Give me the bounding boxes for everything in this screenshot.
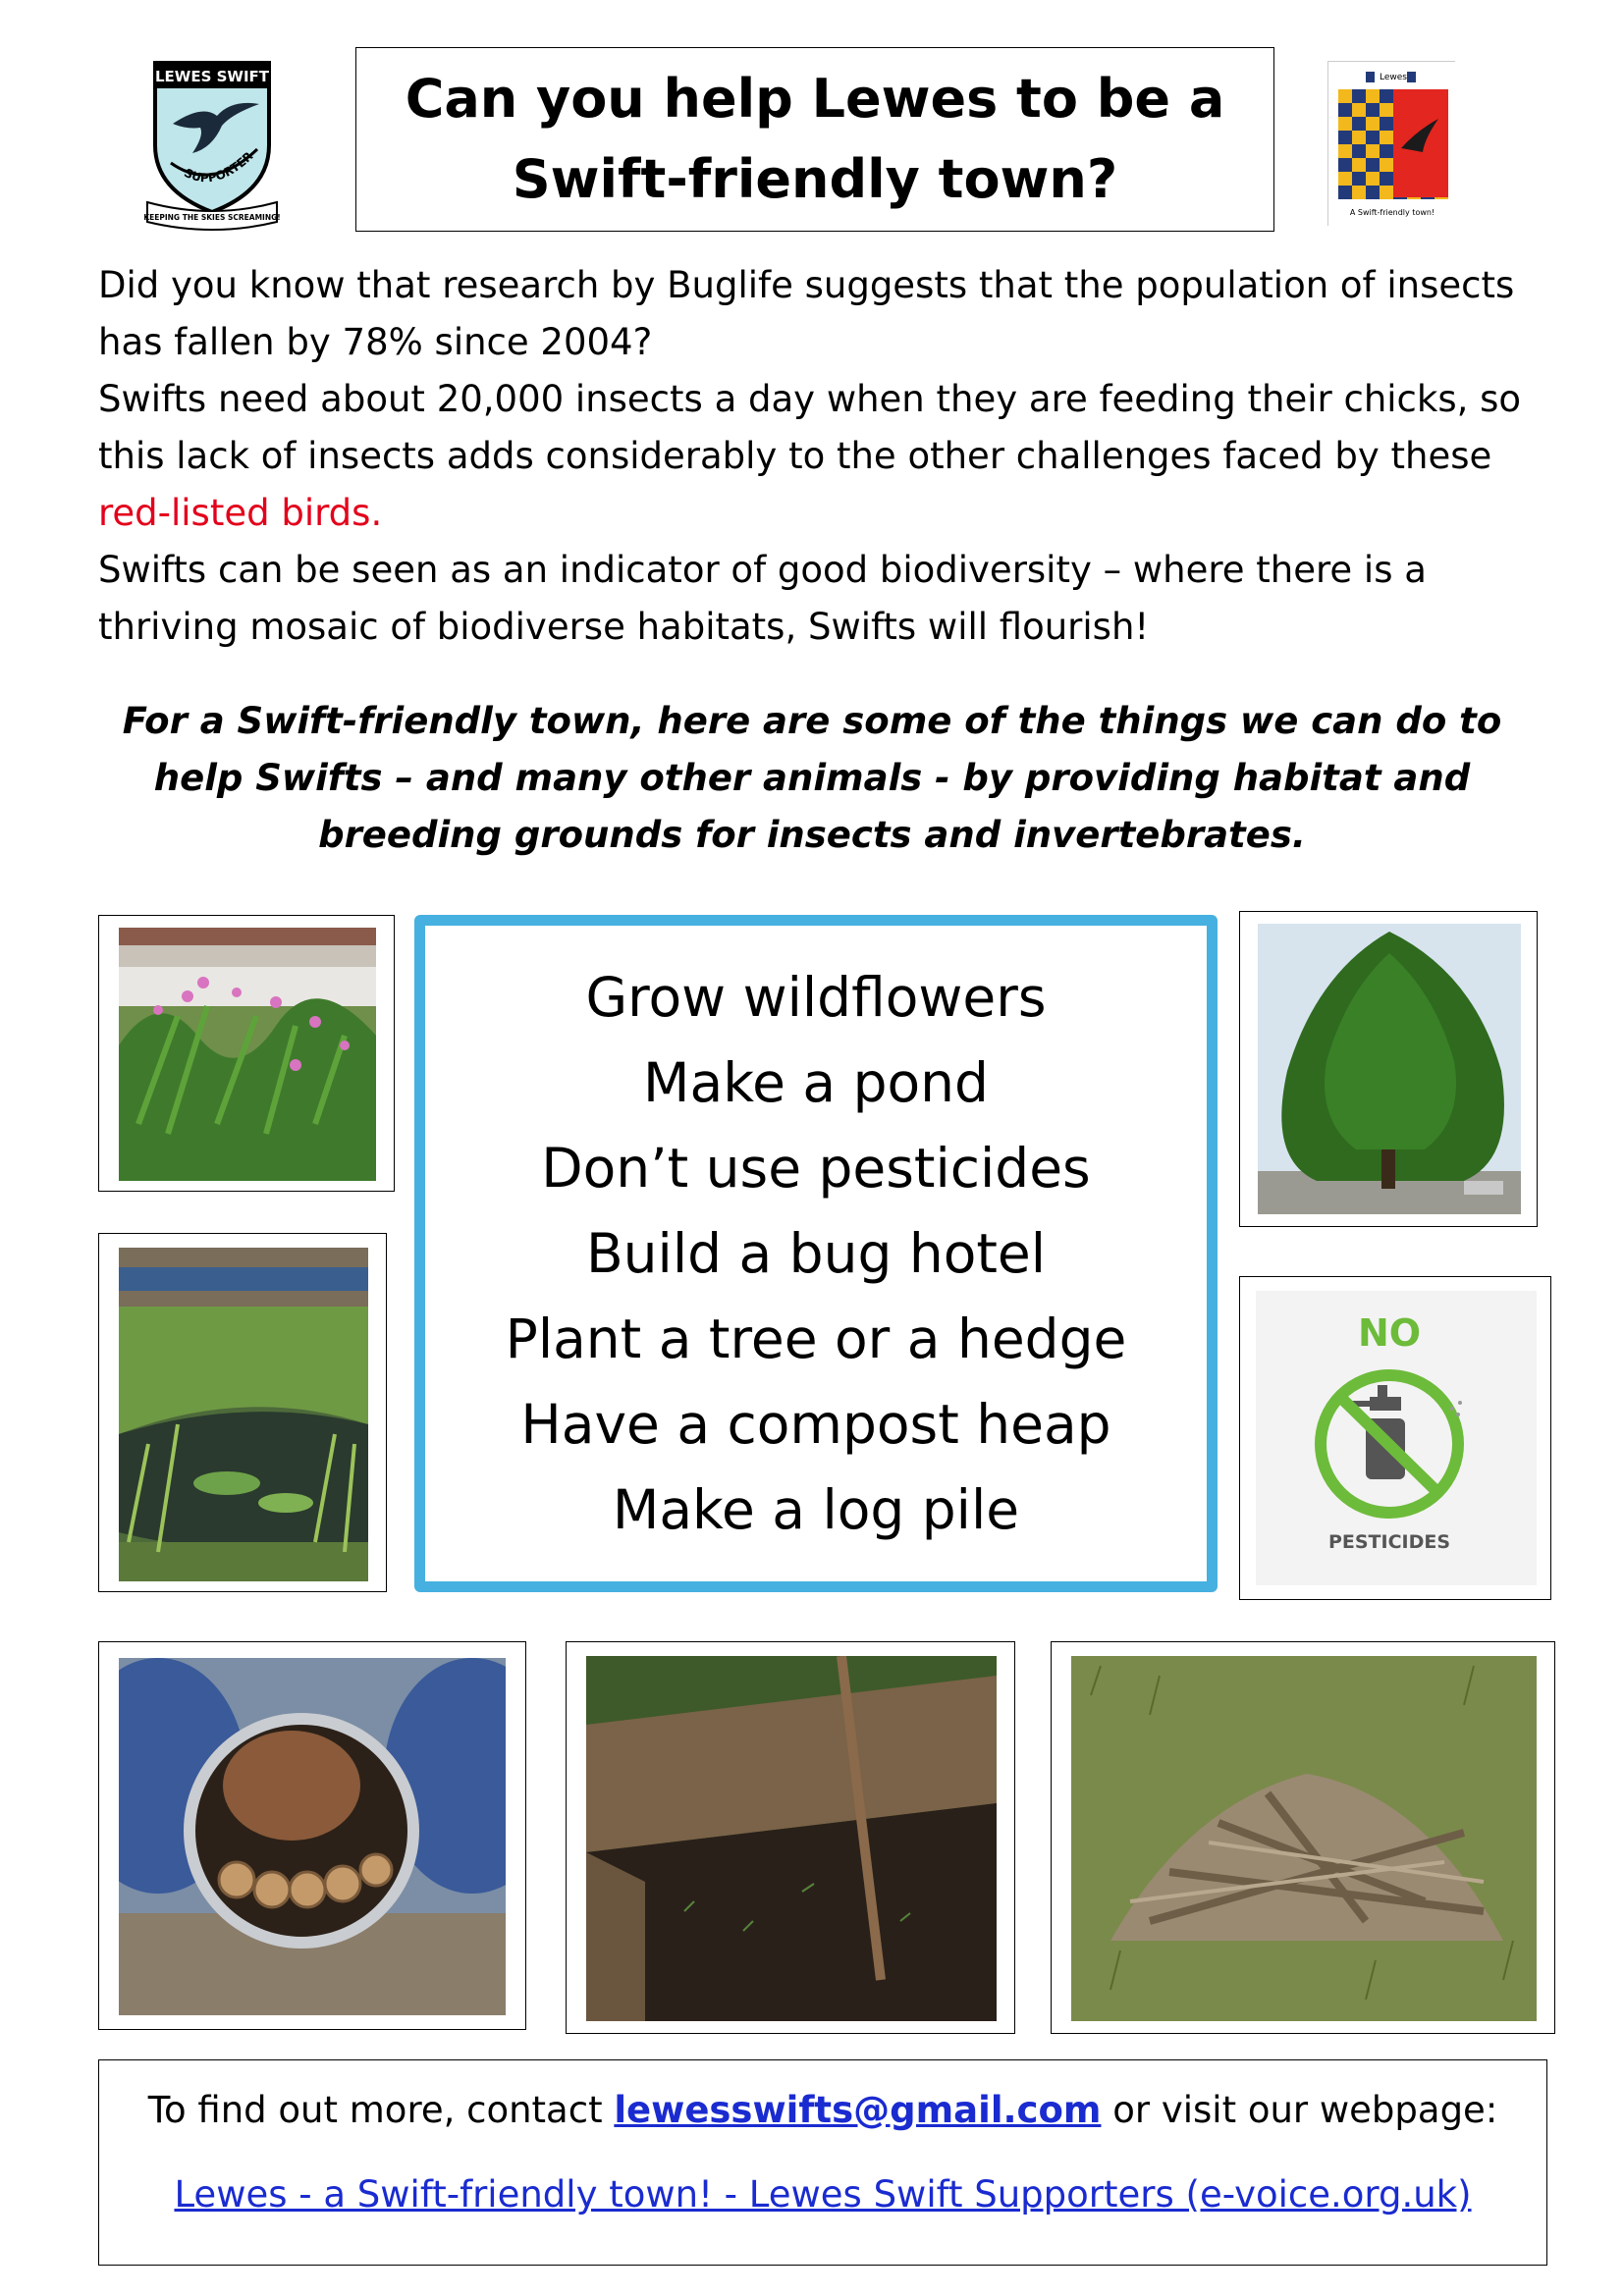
actions-list-box [414, 915, 1218, 1592]
no-pesticides-photo [1239, 1276, 1551, 1600]
footer-link-line [99, 2170, 1546, 2219]
red-listed-text: red-listed birds. [98, 492, 383, 534]
badge-caption: A Swift-friendly town! [1349, 208, 1435, 217]
action-make-pond: Make a pond [643, 1050, 989, 1114]
title-line-2: Swift-friendly town? [512, 148, 1118, 210]
webpage-link[interactable]: Lewes - a Swift-friendly town! - Lewes Swift Supporters (e-voice.org.uk) [174, 2173, 1472, 2216]
footer-prefix: To find out more, contact [147, 2089, 615, 2131]
emphasis-text: For a Swift-friendly town, here are some of the things we can do to help Swifts – and many other animals - by providing habitat and breeding grounds for insects and invertebrates. [122, 700, 1502, 856]
intro-paragraph-3: Swifts can be seen as an indicator of good biodiversity – where there is a thriving mosaic of biodiverse habitats, Swifts will flourish! [98, 549, 1427, 648]
swift-friendly-town-badge [1327, 61, 1455, 226]
intro-paragraph-1: Did you know that research by Buglife suggests that the population of insects has fallen by 78% since 2004? [98, 264, 1515, 363]
log-pile-photo [1051, 1641, 1555, 2034]
action-bug-hotel: Build a bug hotel [585, 1221, 1047, 1285]
lewes-swift-supporters-logo [143, 55, 281, 232]
intro-p2-text: Swifts need about 20,000 insects a day when they are feeding their chicks, so this lack of insects adds considerably to the other challenges faced by these [98, 378, 1522, 477]
action-grow-wildflowers: Grow wildflowers [585, 965, 1047, 1029]
footer-suffix: or visit our webpage: [1101, 2089, 1498, 2131]
title-line-1: Can you help Lewes to be a [405, 68, 1225, 130]
footer-contact-line [99, 2086, 1546, 2135]
logo-ribbon-text: SUPPORTER [182, 148, 256, 186]
tree-photo [1239, 911, 1538, 1227]
title-box [355, 47, 1274, 232]
sign-no-text: NO [1357, 1311, 1422, 1355]
logo-motto-text: KEEPING THE SKIES SCREAMING! [143, 213, 281, 222]
sign-pesticides-text: PESTICIDES [1327, 1531, 1451, 1553]
compost-heap-photo [566, 1641, 1015, 2034]
footer-contact-box [98, 2059, 1547, 2266]
intro-text [98, 257, 1551, 656]
action-plant-tree: Plant a tree or a hedge [505, 1307, 1127, 1370]
logo-title-text: LEWES SWIFT [154, 68, 270, 85]
pond-photo [98, 1233, 387, 1592]
bug-hotel-photo [98, 1641, 526, 2030]
action-no-pesticides: Don’t use pesticides [541, 1136, 1091, 1200]
email-link[interactable]: lewesswifts@gmail.com [614, 2089, 1102, 2131]
action-log-pile: Make a log pile [612, 1477, 1020, 1541]
wildflowers-photo [98, 915, 395, 1192]
badge-top-text: Lewes [1380, 73, 1407, 82]
page-title [406, 59, 1225, 220]
intro-paragraph-2 [98, 371, 1551, 542]
action-compost-heap: Have a compost heap [520, 1392, 1111, 1456]
